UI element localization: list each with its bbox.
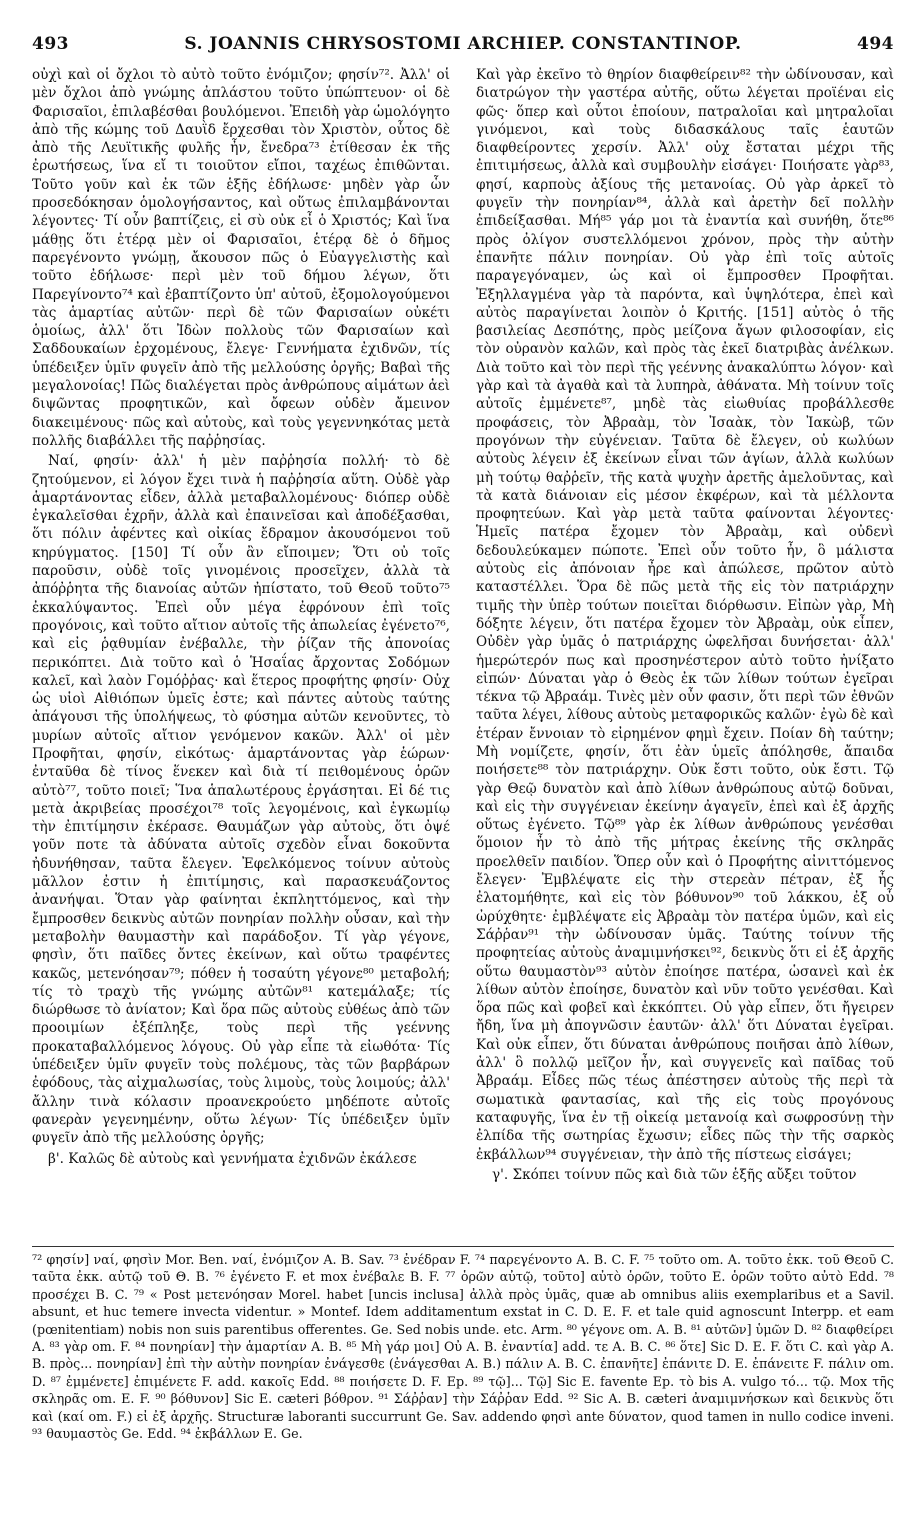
right-paragraph-1: Καὶ γὰρ ἐκεῖνο τὸ θηρίον διαφθείρειν⁸² τὴν ὠδίνουσαν, καὶ διατρώγον τὴν γαστέρα αὐτῆς, οὕτω λέγεται προϊέναι εἰς φῶς· ὅπερ καὶ οὗτοι ἐποίουν, πατραλοῖαι καὶ μητραλοῖαι γινόμενοι, καὶ τοὺς διδασκάλους ταῖς ἑαυτῶν διαφθείροντες χερσίν. Ἀλλ' οὐχ ἔσταται μέχρι τῆς ἐπιτιμήσεως, ἀλλὰ καὶ συμβουλὴν εἰσάγει· Ποιήσατε γὰρ⁸³, φησί, καρποὺς ἀξίους τῆς μετανοίας. Οὐ γὰρ ἀρκεῖ τὸ φυγεῖν τὴν πονηρίαν⁸⁴, ἀλλὰ καὶ ἀρετὴν δεῖ πολλὴν ἐπιδείξασθαι. Μή⁸⁵ γάρ μοι τὰ ἐναντία καὶ συνήθη, ὅτε⁸⁶ πρὸς ὀλίγον συστελλόμενοι χρόνον, πρὸς τὴν αὐτὴν ἐπανῆτε πάλιν πονηρίαν. Οὐ γὰρ ἐπὶ τοῖς αὐτοῖς παραγεγόναμεν, ὡς καὶ οἱ ἔμπροσθεν Προφῆται. Ἐξηλλαγμένα γὰρ τὰ παρόντα, καὶ ὑψηλότερα, ἐπεὶ καὶ αὐτὸς παραγίνεται λοιπὸν ὁ Κριτής. [151] αὐτὸς ὁ τῆς βασιλείας Δεσπότης, πρὸς μείζονα ἄγων φιλοσοφίαν, εἰς τὸν οὐρανὸν καλῶν, καὶ πρὸς τὰς ἐκεῖ διατριβὰς ἀνέλκων. Διὰ τοῦτο καὶ τὸν περὶ τῆς γεέννης ἀνακαλύπτω λόγον· καὶ γὰρ καὶ τὰ ἀγαθὰ καὶ τὰ λυπηρὰ, ἀθάνατα. Μὴ τοίνυν τοῖς αὐτοῖς ἐμμένετε⁸⁷, μηδὲ τὰς εἰωθυίας προβάλλεσθε προφάσεις, τὸν Ἀβραὰμ, τὸν Ἰσαὰκ, τὸν Ἰακὼβ, τῶν προγόνων τὴν εὐγένειαν. Ταῦτα δὲ ἔλεγεν, οὐ κωλύων αὐτοὺς λέγειν ἐξ ἐκείνων εἶναι τῶν ἁγίων, ἀλλὰ κωλύων μὴ τούτῳ θαῤῥεῖν, τῆς κατὰ ψυχὴν ἀρετῆς ἀμελοῦντας, καὶ τὰ κατὰ διάνοιαν εἰς μέσον ἐκφέρων, καὶ τὰ μέλλοντα προφητεύων. Καὶ γὰρ μετὰ ταῦτα φαίνονται λέγοντες· Ἡμεῖς πατέρα ἔχομεν τὸν Ἀβραὰμ, καὶ οὐδενὶ δεδουλεύκαμεν πώποτε. Ἐπεὶ οὖν τοῦτο ἦν, ὃ μάλιστα αὐτοὺς εἰς ἀπόνοιαν ἦρε καὶ ἀπώλεσε, πρῶτον αὐτὸ καταστέλλει. Ὅρα δὲ πῶς μετὰ τῆς εἰς τὸν πατριάρχην τιμῆς τὴν ὑπὲρ τούτων ποιεῖται διόρθωσιν. Εἰπὼν γὰρ, Μὴ δόξητε λέγειν, ὅτι πατέρα ἔχομεν τὸν Ἀβραὰμ, οὐκ εἶπεν, Οὐδὲν γὰρ ὑμᾶς ὁ πατριάρχης ὠφελῆσαι δυνήσεται· ἀλλ' ἡμερώτερόν πως καὶ προσηνέστερον αὐτὸ τοῦτο ἠνίξατο εἰπών· Δύναται γὰρ ὁ Θεὸς ἐκ τῶν λίθων τούτων ἐγεῖραι τέκνα τῷ Ἀβραάμ. Τινὲς μὲν οὖν φασιν, ὅτι περὶ τῶν ἐθνῶν ταῦτα λέγει, λίθους αὐτοὺς μεταφορικῶς καλῶν· ἐγὼ δὲ καὶ ἑτέραν ἔννοιαν τὸ εἰρημένον φημὶ ἔχειν. Ποίαν δὴ ταύτην; Μὴ νομίζετε, φησίν, ὅτι ἐὰν ὑμεῖς ἀπόλησθε, ἄπαιδα ποιήσετε⁸⁸ τὸν πατριάρχην. Οὐκ ἔστι τοῦτο, οὐκ ἔστι. Τῷ γὰρ Θεῷ δυνατὸν καὶ ἀπὸ λίθων ἀνθρώπους αὐτῷ δοῦναι, καὶ εἰς τὴν συγγένειαν ἐκείνην ἀγαγεῖν, ἐπεὶ καὶ ἐξ ἀρχῆς οὕτως ἐγένετο. Τῷ⁸⁹ γὰρ ἐκ λίθων ἀνθρώπους γενέσθαι ὅμοιον ἦν τὸ ἀπὸ τῆς μήτρας ἐκείνης τῆς σκληρᾶς προελθεῖν παιδίον. Ὅπερ οὖν καὶ ὁ Προφήτης αἰνιττόμενος ἔλεγεν· Ἐμβλέψατε εἰς τὴν στερεὰν πέτραν, ἐξ ἧς ἐλατομήθητε, καὶ εἰς τὸν βόθυνον⁹⁰ τοῦ λάκκου, ἐξ οὗ ὠρύχθητε· ἐμβλέψατε εἰς Ἀβραὰμ τὸν πατέρα ὑμῶν, καὶ εἰς Σάῤῥαν⁹¹ τὴν ὠδίνουσαν ὑμᾶς. Ταύτης τοίνυν τῆς προφητείας αὐτοὺς ἀναμιμνήσκει⁹², δεικνὺς ὅτι εἰ ἐξ ἀρχῆς οὕτω θαυμαστὸν⁹³ αὐτὸν ἐποίησε πατέρα, ὡσανεὶ καὶ ἐκ λίθων αὐτὸν ἐποίησε, δυνατὸν καὶ νῦν τοῦτο γενέσθαι. Καὶ ὅρα πῶς καὶ φοβεῖ καὶ ἐκκόπτει. Οὐ γὰρ εἶπεν, ὅτι ἤγειρεν ἤδη, ἵνα μὴ ἀπογνῶσιν ἑαυτῶν· ἀλλ' ὅτι Δύναται ἐγεῖραι. Καὶ οὐκ εἶπεν, ὅτι δύναται ἀνθρώπους ποιῆσαι ἀπὸ λίθων, ἀλλ' ὃ πολλῷ μεῖζον ἦν, καὶ συγγενεῖς καὶ παῖδας τοῦ Ἀβραάμ. Εἶδες πῶς τέως ἀπέστησεν αὐτοὺς τῆς περὶ τὰ σωματικὰ φαντασίας, καὶ τῆς εἰς τοὺς προγόνους καταφυγῆς, ἵνα ἐν τῇ οἰκείᾳ μετανοίᾳ καὶ σωφροσύνῃ τὴν ἐλπίδα τῆς σωτηρίας ἔχωσιν; εἶδες πῶς τὴν τῆς σαρκὸς ἐκβάλλων⁹⁴ συγγένειαν, τὴν ἀπὸ τῆς πίστεως εἰσάγει; <box>476 67 894 1163</box>
left-paragraph-2: Ναί, φησίν· ἀλλ' ἡ μὲν παῤῥησία πολλή· τὸ δὲ ζητούμενον, εἰ λόγον ἔχει τινὰ ἡ παῤῥησία αὕτη. Οὐδὲ γὰρ ἁμαρτάνοντας εἶδεν, ἀλλὰ μεταβαλλομένους· διόπερ οὐδὲ ἐγκαλεῖσθαι ἐχρῆν, ἀλλὰ καὶ ἐπαινεῖσαι καὶ ἀποδέξασθαι, ὅτι πόλιν ἀφέντες καὶ οἰκίας ἔδραμον ἀκουσόμενοι τοῦ κηρύγματος. [150] Τί οὖν ἂν εἴποιμεν; Ὅτι οὐ τοῖς παροῦσιν, οὐδὲ τοῖς γινομένοις προσεῖχεν, ἀλλὰ τὰ ἀπόῤῥητα τῆς διανοίας αὐτῶν ἠπίστατο, τοῦ Θεοῦ τοῦτο⁷⁵ ἐκκαλύψαντος. Ἐπεὶ οὖν μέγα ἐφρόνουν ἐπὶ τοῖς προγόνοις, καὶ τοῦτο αἴτιον αὐτοῖς τῆς ἀπωλείας ἐγένετο⁷⁶, καὶ εἰς ῥᾳθυμίαν ἐνέβαλλε, τὴν ῥίζαν τῆς ἀπονοίας περικόπτει. Διὰ τοῦτο καὶ ὁ Ἡσαΐας ἄρχοντας Σοδόμων καλεῖ, καὶ λαὸν Γομόῤῥας· καὶ ἕτερος προφήτης φησίν· Οὐχ ὡς υἱοὶ Αἰθιόπων ὑμεῖς ἐστε; καὶ πάντες αὐτοὺς ταύτης ἀπάγουσι τῆς ὑπολήψεως, τὸ φύσημα αὐτῶν κενοῦντες, τὸ μυρίων αὐτοῖς αἴτιον γενόμενον κακῶν. Ἀλλ' οἱ μὲν Προφῆται, φησίν, εἰκότως· ἁμαρτάνοντας γὰρ ἑώρων· ἐνταῦθα δὲ τίνος ἕνεκεν καὶ διὰ τί πειθομένους ὁρῶν αὐτὸ⁷⁷, τοῦτο ποιεῖ; Ἵνα ἁπαλωτέρους ἐργάσηται. Εἰ δέ τις μετὰ ἀκριβείας προσέχοι⁷⁸ τοῖς λεγομένοις, καὶ ἐγκωμίῳ τὴν ἐπιτίμησιν ἐκέρασε. Θαυμάζων γὰρ αὐτοὺς, ὅτι ὀψέ γοῦν ποτε τὰ ἀδύνατα αὐτοῖς σχεδὸν εἶναι δοκοῦντα ἠδυνήθησαν, ταῦτα ἔλεγεν. Ἐφελκόμενος τοίνυν αὐτοὺς μᾶλλον ἐστιν ἡ ἐπιτίμησις, καὶ παρασκευάζοντος ἀνανήψαι. Ὅταν γὰρ φαίνηται ἐκπληττόμενος, καὶ τὴν ἔμπροσθεν δεικνὺς αὐτῶν πονηρίαν πολλὴν οὖσαν, καὶ τὴν μεταβολὴν θαυμαστὴν καὶ παράδοξον. Τί γὰρ γέγονε, φησὶν, ὅτι παῖδες ὄντες ἐκείνων, καὶ οὕτω τραφέντες κακῶς, μετενόησαν⁷⁹; πόθεν ἡ τοσαύτη γέγονε⁸⁰ μεταβολή; τίς τὸ τραχὺ τῆς γνώμης αὐτῶν⁸¹ κατεμάλαξε; τίς διώρθωσε τὸ ἀνίατον; Καὶ ὅρα πῶς αὐτοὺς εὐθέως ἀπὸ τῶν προοιμίων ἐξέπληξε, τοὺς περὶ τῆς γεέννης προκαταβαλλόμενος λόγους. Οὐ γὰρ εἶπε τὰ εἰωθότα· Τίς ὑπέδειξεν ὑμῖν φυγεῖν τοὺς πολέμους, τὰς τῶν βαρβάρων ἐφόδους, τὰς αἰχμαλωσίας, τοὺς λιμοὺς, τοὺς λοιμούς; ἀλλ' ἄλλην τινὰ κόλασιν προανεκρούετο μηδέποτε αὐτοῖς φανερὰν γεγενημένην, οὕτω λέγων· Τίς ὑπέδειξεν ὑμῖν φυγεῖν ἀπὸ τῆς μελλούσης ὀργῆς; <box>32 453 450 1147</box>
text-columns <box>32 66 894 1240</box>
running-header <box>32 34 894 58</box>
right-paragraph-2: γ'. Σκόπει τοίνυν πῶς καὶ διὰ τῶν ἑξῆς αὔξει τοῦτον <box>492 1166 857 1183</box>
right-column <box>476 66 894 1240</box>
page-number-right: 494 <box>857 34 894 54</box>
running-title: S. JOANNIS CHRYSOSTOMI ARCHIEP. CONSTANTINOP. <box>184 34 742 54</box>
footnotes: ⁷² φησίν] ναί, φησὶν Mor. Ben. ναί, ἐνόμιζον A. B. Sav. ⁷³ ἐνέδραν F. ⁷⁴ παρεγένοντο A. B. C. F. ⁷⁵ τοῦτο om. A. τοῦτο ἐκκ. τοῦ Θεοῦ C. ταῦτα ἐκκ. αὐτῷ τοῦ Θ. B. ⁷⁶ ἐγένετο F. et mox ἐνέβαλε B. F. ⁷⁷ ὁρῶν αὐτῷ, τοῦτο] αὐτὸ ὁρῶν, τοῦτο E. ὁρῶν τοῦτο αὐτὸ Edd. ⁷⁸ προσέχει B. C. ⁷⁹ « Post μετενόησαν Morel. habet [uncis inclusa] ἀλλὰ πρὸς ὑμᾶς, quæ ab omnibus aliis exemplaribus et a Savil. absunt, et huc temere invecta videntur. » Montef. Idem additamentum exstat in C. D. E. F. et tale quid agnoscunt Interpp. et eam (pœnitentiam) nobis non suis parentibus offerentes. Ge. Sed nobis unde. etc. Arm. ⁸⁰ γέγονε om. A. B. ⁸¹ αὐτῶν] ὑμῶν D. ⁸² διαφθείρει A. ⁸³ γὰρ om. F. ⁸⁴ πονηρίαν] τὴν ἁμαρτίαν A. B. ⁸⁵ Μὴ γάρ μοι] Οὐ A. B. ἐναντία] add. τε A. B. C. ⁸⁶ ὅτε] Sic D. E. F. ὅτι C. καὶ γὰρ A. B. πρὸς... πονηρίαν] ἐπὶ τὴν αὐτὴν πονηρίαν ἐνάγεσθε (ἐνάγεσθαι A. B.) πάλιν A. B. C. ἐπανῆτε] ἐπάνιτε D. E. ἐπάνειτε F. πάλιν om. D. ⁸⁷ ἐμμένετε] ἐπιμένετε F. add. κακοῖς Edd. ⁸⁸ ποιήσετε D. F. Ep. ⁸⁹ τῷ]... Τῷ] Sic E. favente Ep. τὸ bis A. vulgo τό... τῷ. Mox τῆς σκληρᾶς om. E. F. ⁹⁰ βόθυνον] Sic E. cæteri βόθρον. ⁹¹ Σάῤῥαν] τὴν Σάῤῥαν Edd. ⁹² Sic A. B. cæteri ἀναμιμνήσκων καὶ δεικνὺς ὅτι καὶ (καί om. F.) εἰ ἐξ ἀρχῆς. Structuræ laboranti succurrunt Ge. Sav. addendo φησὶ ante δύνατον, quod tamen in nullo codice inveni. ⁹³ θαυμαστὸς Ge. Edd. ⁹⁴ ἐκβάλλων E. Ge. <box>32 1246 894 1508</box>
page-number-left: 493 <box>32 34 69 54</box>
left-paragraph-3: β'. Καλῶς δὲ αὐτοὺς καὶ γεννήματα ἐχιδνῶν ἐκάλεσε <box>48 1150 417 1167</box>
left-paragraph-1: οὐχὶ καὶ οἱ ὄχλοι τὸ αὐτὸ τοῦτο ἐνόμιζον; φησίν⁷². Ἀλλ' οἱ μὲν ὄχλοι ἀπὸ γνώμης ἀπλάστου τοῦτο ὑπώπτευον· οἱ δὲ Φαρισαῖοι, ἐπιλαβέσθαι βουλόμενοι. Ἐπειδὴ γὰρ ὡμολόγητο ἀπὸ τῆς κώμης τοῦ Δαυῒδ ἔρχεσθαι τὸν Χριστὸν, οὗτος δὲ ἀπὸ τῆς Λευϊτικῆς φυλῆς ἦν, ἔνεδρα⁷³ ἐτίθεσαν ἐκ τῆς ἐρωτήσεως, ἵνα εἴ τι τοιοῦτον εἴποι, ταχέως ἐπιθῶνται. Τοῦτο γοῦν καὶ ἐκ τῶν ἑξῆς ἐδήλωσε· μηδὲν γὰρ ὧν προσεδόκησαν ὁμολογήσαντος, καὶ οὕτως ἐπιλαμβάνονται λέγοντες· Τί οὖν βαπτίζεις, εἰ σὺ οὐκ εἶ ὁ Χριστός; Καὶ ἵνα μάθῃς ὅτι ἑτέρᾳ μὲν οἱ Φαρισαῖοι, ἑτέρᾳ δὲ ὁ δῆμος παρεγένοντο γνώμῃ, ἄκουσον πῶς ὁ Εὐαγγελιστὴς καὶ τοῦτο ἐδήλωσε· περὶ μὲν τοῦ δήμου λέγων, ὅτι Παρεγίνοντο⁷⁴ καὶ ἐβαπτίζοντο ὑπ' αὐτοῦ, ἐξομολογούμενοι τὰς ἁμαρτίας αὐτῶν· περὶ δὲ τῶν Φαρισαίων οὐκέτι ὁμοίως, ἀλλ' ὅτι Ἰδὼν πολλοὺς τῶν Φαρισαίων καὶ Σαδδουκαίων ἐρχομένους, ἔλεγε· Γεννήματα ἐχιδνῶν, τίς ὑπέδειξεν ὑμῖν φυγεῖν ἀπὸ τῆς μελλούσης ὀργῆς; Βαβαὶ τῆς μεγαλονοίας! Πῶς διαλέγεται πρὸς ἀνθρώπους αἱμάτων ἀεὶ διψῶντας προφητικῶν, καὶ ὄφεων οὐδὲν ἄμεινον διακειμένους· πῶς καὶ αὐτοὺς, καὶ τοὺς γεγεννηκότας μετὰ πολλῆς διαβάλλει τῆς παῤῥησίας. <box>32 67 450 449</box>
left-column <box>32 66 450 1240</box>
